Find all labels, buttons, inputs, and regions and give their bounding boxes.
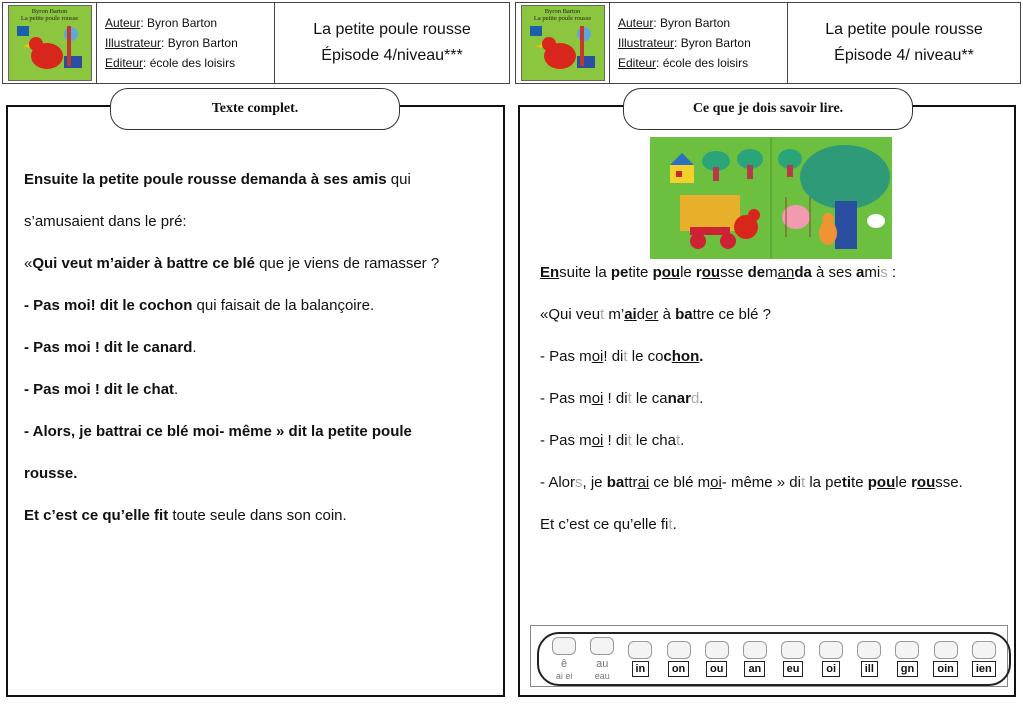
full-text-heading: Texte complet. — [110, 88, 400, 130]
text-line: - Pas moi ! dit le chat. — [24, 381, 179, 398]
sound-label: ou — [706, 661, 727, 677]
sound-label: gn — [897, 661, 918, 677]
cover-title: La petite poule rousse — [20, 15, 79, 22]
illustrator-line: Illustrateur: Byron Barton — [105, 36, 238, 50]
sound-item — [661, 641, 697, 677]
reading-heading: Ce que je dois savoir lire. — [623, 88, 913, 130]
sound-picture-icon — [934, 641, 958, 659]
text-line: - Pas moi ! dit le canard. — [540, 390, 704, 407]
sound-picture-icon — [819, 641, 843, 659]
header-left — [2, 2, 510, 84]
sound-picture-icon — [705, 641, 729, 659]
cover-author: Byron Barton — [31, 8, 68, 15]
sound-picture-icon — [857, 641, 881, 659]
text-line: rousse. — [24, 465, 78, 482]
sound-picture-icon — [743, 641, 767, 659]
header-right — [515, 2, 1021, 84]
sound-item — [928, 641, 964, 677]
book-meta — [97, 3, 275, 83]
sound-item — [775, 641, 811, 677]
text-line: s’amusaient dans le pré: — [24, 213, 187, 230]
sound-chart — [530, 625, 1008, 687]
sound-item — [737, 641, 773, 677]
text-line: - Pas moi! dit le cochon qui faisait de la balançoire. — [24, 297, 375, 314]
text-line: Et c’est ce qu’elle fit toute seule dans son coin. — [24, 507, 347, 524]
sound-picture-icon — [781, 641, 805, 659]
sound-item — [813, 641, 849, 677]
reading-panel — [518, 105, 1016, 697]
sound-label: oin — [933, 661, 958, 677]
full-text-panel — [6, 105, 505, 697]
book-meta — [610, 3, 788, 83]
full-text-body — [24, 169, 484, 526]
sound-item — [546, 637, 582, 681]
text-line: Et c’est ce qu’elle fit. — [540, 516, 677, 533]
sound-picture-icon — [667, 641, 691, 659]
text-line: - Alors, je battrai ce blé moi- même » dit la petite poule rousse. — [540, 474, 963, 491]
farm-scene — [650, 137, 892, 259]
author-line: Auteur: Byron Barton — [105, 16, 218, 30]
text-line: - Pas moi ! dit le chat. — [540, 432, 685, 449]
sound-label: in — [632, 661, 650, 677]
publisher-line: Editeur: école des loisirs — [618, 56, 749, 70]
episode-title: La petite poule rousse Épisode 4/ niveau** — [825, 21, 983, 64]
sound-label: an — [744, 661, 765, 677]
hen-illustration — [522, 6, 604, 80]
text-line: Ensuite la petite poule rousse demanda à ses amis : — [540, 264, 897, 281]
sound-label: au — [593, 657, 611, 671]
decodable-text — [540, 262, 1010, 535]
text-line: - Alors, je battrai ce blé moi- même » dit la petite poule — [24, 423, 412, 440]
sound-picture-icon — [552, 637, 576, 655]
publisher-line: Editeur: école des loisirs — [105, 56, 236, 70]
cover-author: Byron Barton — [544, 8, 581, 15]
sound-label: ê — [558, 657, 570, 671]
book-cover — [3, 3, 97, 83]
book-cover-image — [8, 5, 92, 81]
book-cover-image — [521, 5, 605, 81]
sound-item — [584, 637, 620, 681]
sound-label: ien — [972, 661, 996, 677]
sound-picture-icon — [972, 641, 996, 659]
sound-picture-icon — [590, 637, 614, 655]
sound-item — [889, 641, 925, 677]
author-line: Auteur: Byron Barton — [618, 16, 731, 30]
sound-label: on — [668, 661, 689, 677]
sound-alt-spelling: ai ei — [555, 671, 573, 681]
sound-alt-spelling: eau — [594, 671, 610, 681]
sound-item — [622, 641, 658, 677]
sound-item — [699, 641, 735, 677]
cover-title: La petite poule rousse — [533, 15, 592, 22]
sound-item — [966, 641, 1002, 677]
illustrator-line: Illustrateur: Byron Barton — [618, 36, 751, 50]
sound-label: oi — [822, 661, 840, 677]
text-line: - Pas moi! dit le cochon. — [540, 348, 704, 365]
sound-picture-icon — [628, 641, 652, 659]
sound-picture-icon — [895, 641, 919, 659]
sound-label: eu — [783, 661, 804, 677]
sound-label: ill — [861, 661, 878, 677]
text-line: «Qui veut m’aider à battre ce blé que je viens de ramasser ? — [24, 255, 440, 272]
text-line: «Qui veut m’aider à battre ce blé ? — [540, 306, 772, 323]
story-illustration — [650, 137, 892, 259]
text-line: - Pas moi ! dit le canard. — [24, 339, 197, 356]
text-line: Ensuite la petite poule rousse demanda à ses amis qui — [24, 171, 411, 188]
episode-title: La petite poule rousse Épisode 4/niveau*** — [313, 21, 471, 64]
sound-item — [851, 641, 887, 677]
hen-illustration — [9, 6, 91, 80]
book-cover — [516, 3, 610, 83]
